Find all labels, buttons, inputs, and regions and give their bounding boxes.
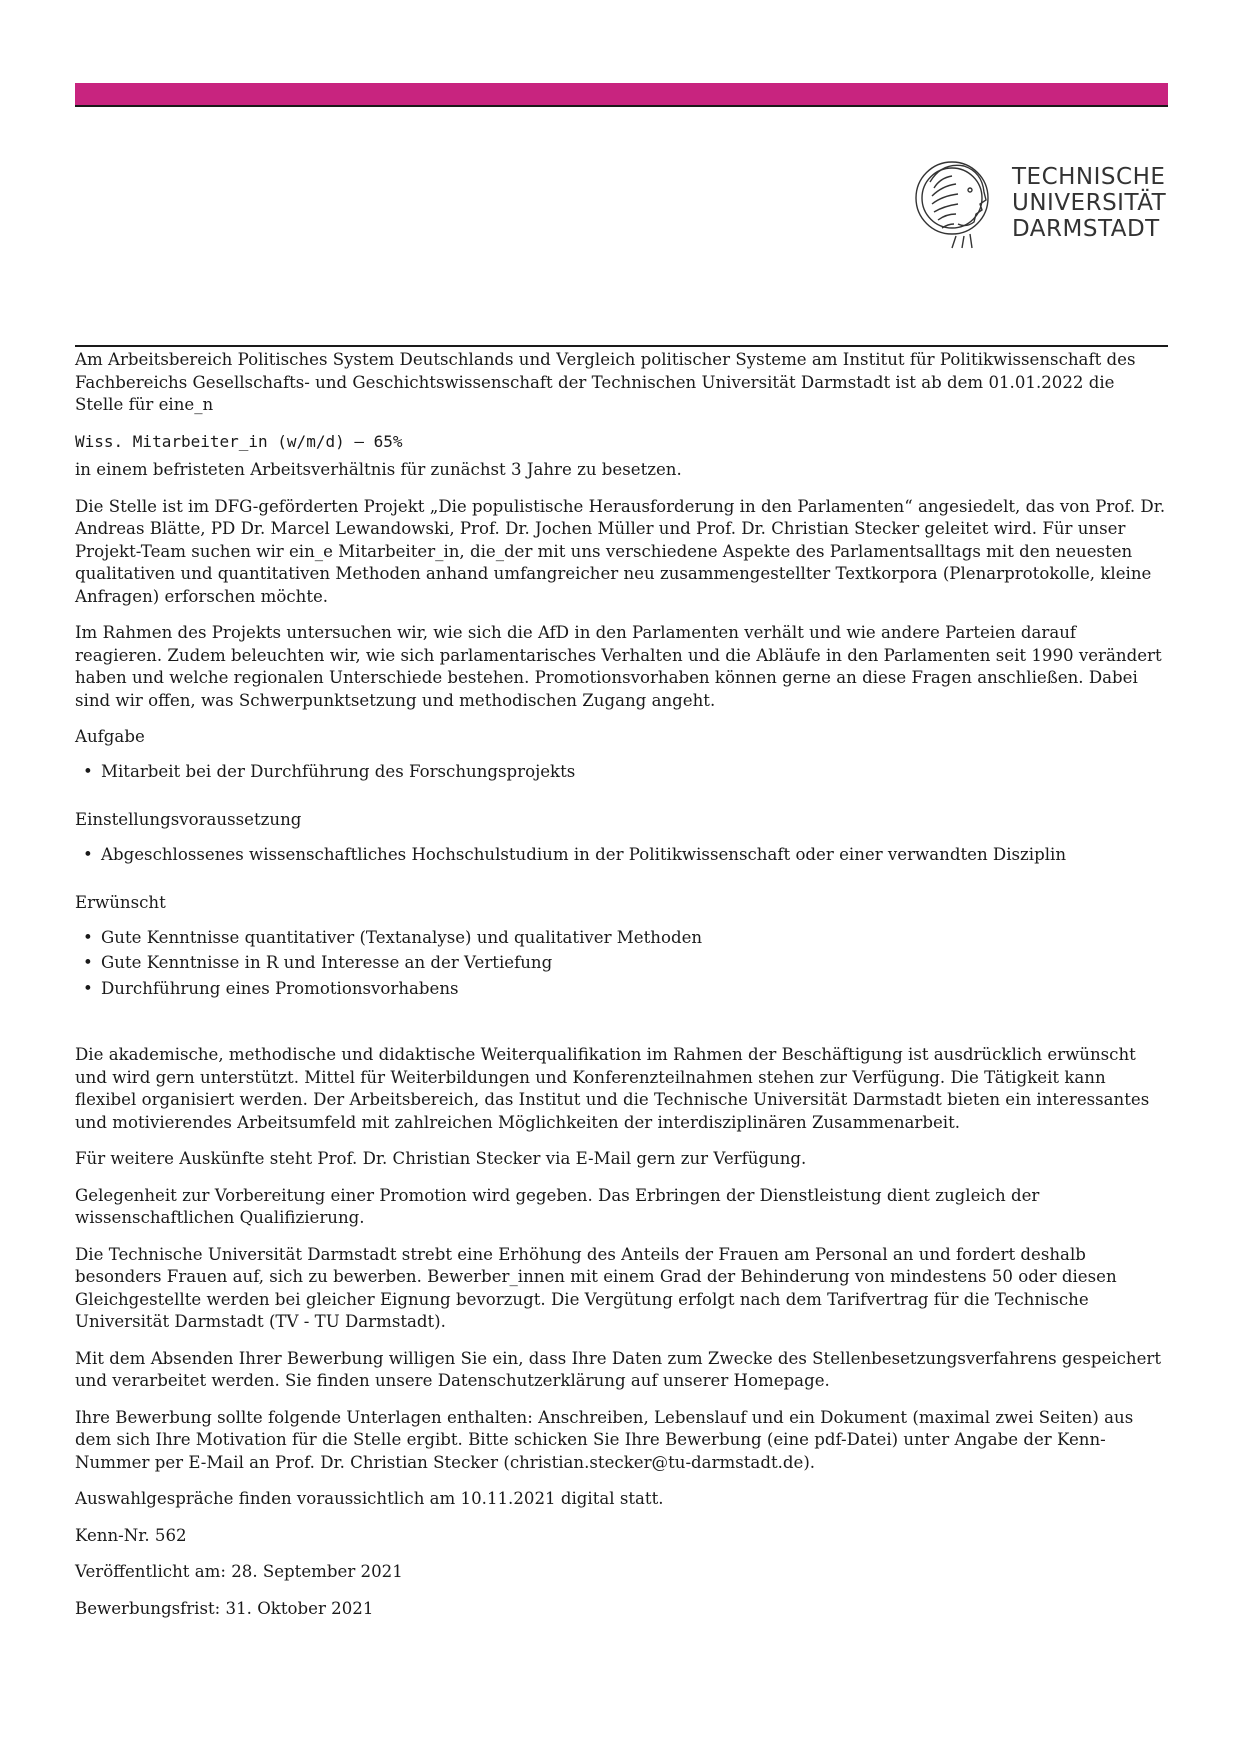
interview-paragraph: Auswahlgespräche finden voraussichtlich am 10.11.2021 digital statt. [75,1489,664,1508]
accent-underline [75,105,1168,107]
published-date: Veröffentlicht am: 28. September 2021 [75,1562,403,1581]
kenn-nr: Kenn-Nr. 562 [75,1525,187,1545]
job-posting [75,349,1168,1634]
list-item: • Mitarbeit bei der Durchführung des Forschungsprojekts [101,761,1168,784]
qualification-paragraph: Die akademische, methodische und didaktische Weiterqualifikation im Rahmen der Beschäftigung ist ausdrücklich erwünscht und wird gern unterstützt. Mittel für Weiterbildungen und Konferenzteilnahmen stehen zur Verfügung. Die Tätigkeit kann flexibel organisiert werden. Der Arbeitsbereich, das Institut und die Technische Universität Darmstadt bieten ein interessantes und motivierendes Arbeitsumfeld mit zahlreichen Möglichkeiten der interdisziplinären Zusammenarbeit. [75,1045,1150,1132]
logo-line-2: UNIVERSITÄT [1012,190,1167,216]
athena-head-logo-icon [912,152,998,252]
privacy-paragraph: Mit dem Absenden Ihrer Bewerbung willigen Sie ein, dass Ihre Daten zum Zwecke des Stellenbesetzungsverfahrens gespeichert und verarbeitet werden. Sie finden unsere Datenschutzerklärung auf unserer Homepage. [75,1348,1162,1390]
research-paragraph: Im Rahmen des Projekts untersuchen wir, wie sich die AfD in den Parlamenten verhält und wie andere Parteien darauf reagieren. Zudem beleuchten wir, wie sich parlamentarisches Verhalten und die Abläufe in den Parlamenten seit 1990 verändert haben und welche regionalen Unterschiede bestehen. Promotionsvorhaben können gerne an diese Fragen anschließen. Dabei sind wir offen, was Schwerpunktsetzung und methodischen Zugang angeht. [75,623,1162,710]
voraussetzung-list [75,844,1168,867]
aufgabe-list [75,761,1168,784]
section-heading-voraussetzung: Einstellungsvoraussetzung [75,810,302,829]
position-term: in einem befristeten Arbeitsverhältnis für zunächst 3 Jahre zu besetzen. [75,460,682,479]
promotion-paragraph: Gelegenheit zur Vorbereitung einer Promotion wird gegeben. Das Erbringen der Dienstleistung dient zugleich der wissenschaftlichen Qualifizierung. [75,1185,1040,1227]
logo-line-1: TECHNISCHE [1012,164,1166,190]
logo-line-3: DARMSTADT [1012,216,1160,242]
university-logo [912,152,1172,252]
content-divider [75,345,1168,347]
accent-bar [75,83,1168,105]
list-item: • Gute Kenntnisse in R und Interesse an der Vertiefung [101,952,1168,975]
intro-paragraph: Am Arbeitsbereich Politisches System Deutschlands und Vergleich politischer Systeme am Institut für Politikwissenschaft des Fachbereichs Gesellschafts- und Geschichtswissenschaft der Technischen Universität Darmstadt ist ab dem 01.01.2022 die Stelle für eine_n [75,350,1136,414]
section-heading-erwuenscht: Erwünscht [75,893,166,912]
position-title: Wiss. Mitarbeiter_in (w/m/d) – 65% [75,431,403,451]
list-item: • Durchführung eines Promotionsvorhabens [101,978,1168,1001]
contact-paragraph: Für weitere Auskünfte steht Prof. Dr. Christian Stecker via E-Mail gern zur Verfügung. [75,1149,807,1168]
list-item: • Abgeschlossenes wissenschaftliches Hochschulstudium in der Politikwissenschaft oder einer verwandten Disziplin [101,844,1168,867]
application-paragraph: Ihre Bewerbung sollte folgende Unterlagen enthalten: Anschreiben, Lebenslauf und ein Dokument (maximal zwei Seiten) aus dem sich Ihre Motivation für die Stelle ergibt. Bitte schicken Sie Ihre Bewerbung (eine pdf-Datei) unter Angabe der Kenn-Nummer per E-Mail an Prof. Dr. Christian Stecker (christian.stecker@tu-darmstadt.de). [75,1407,1134,1472]
equality-paragraph: Die Technische Universität Darmstadt strebt eine Erhöhung des Anteils der Frauen am Personal an und fordert deshalb besonders Frauen auf, sich zu bewerben. Bewerber_innen mit einem Grad der Behinderung von mindestens 50 oder diesen Gleichgestellte werden bei gleicher Eignung bevorzugt. Die Vergütung erfolgt nach dem Tarifvertrag für die Technische Universität Darmstadt (TV - TU Darmstadt). [75,1244,1117,1331]
list-item: • Gute Kenntnisse quantitativer (Textanalyse) und qualitativer Methoden [101,927,1168,950]
section-heading-aufgabe: Aufgabe [75,727,145,746]
application-deadline: Bewerbungsfrist: 31. Oktober 2021 [75,1598,374,1618]
erwuenscht-list [75,927,1168,1001]
spacer [75,1026,1168,1044]
logo-wordmark [1012,164,1166,242]
project-paragraph: Die Stelle ist im DFG-geförderten Projekt „Die populistische Herausforderung in den Parlamenten“ angesiedelt, das von Prof. Dr. Andreas Blätte, PD Dr. Marcel Lewandowski, Prof. Dr. Jochen Müller und Prof. Dr. Christian Stecker geleitet wird. Für unser Projekt-Team suchen wir ein_e Mitarbeiter_in, die_der mit uns verschiedene Aspekte des Parlamentsalltags mit den neuesten qualitativen und quantitativen Methoden anhand umfangreicher neu zusammengestellter Textkorpora (Plenarprotokolle, kleine Anfragen) erforschen möchte. [75,496,1166,606]
